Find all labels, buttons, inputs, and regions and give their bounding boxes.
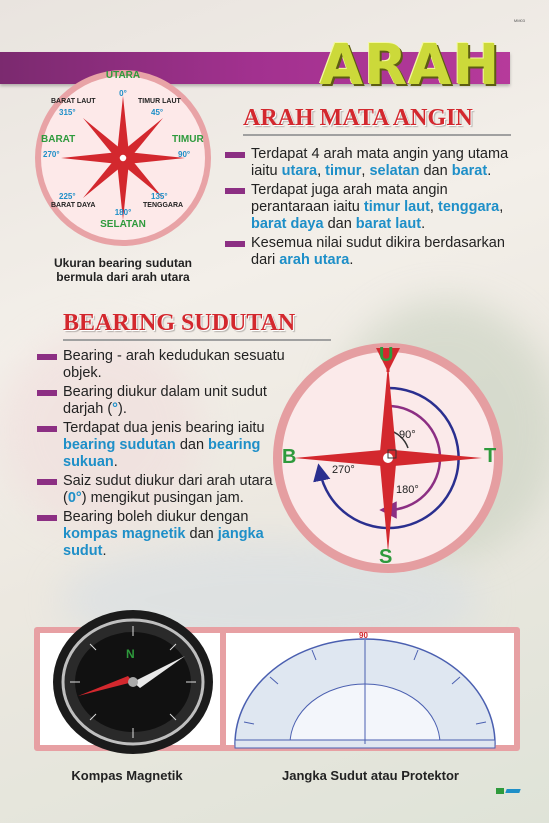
bullet-text: . xyxy=(113,454,118,470)
bullet-text: Bearing - arah kedudukan sesuatu objek. xyxy=(63,348,285,381)
bullet-highlight: timur laut xyxy=(363,199,430,215)
bullet-highlight: selatan xyxy=(369,163,420,179)
bullet-highlight: jangka sudut xyxy=(63,526,264,559)
angle-180: 180° xyxy=(396,484,419,496)
protractor-image xyxy=(230,632,500,752)
svg-text:90: 90 xyxy=(359,632,368,640)
bullet-text: Kesemua nilai sudut dikira berdasarkan dari xyxy=(251,235,505,268)
bullet-highlight: barat daya xyxy=(251,216,324,232)
bullet-text: Saiz sudut diukur dari arah utara ( xyxy=(63,473,273,506)
deg-tenggara: 135° xyxy=(151,192,168,201)
bullet-text: dan xyxy=(323,216,356,232)
bullet-dash-icon xyxy=(37,426,57,432)
bullet-dash-icon xyxy=(225,152,245,158)
label-timur: TIMUR xyxy=(172,134,204,145)
bullet-highlight: timur xyxy=(325,163,362,179)
bearing-bullet xyxy=(37,420,299,471)
bullet-text: . xyxy=(349,252,354,268)
bullet-dash-icon xyxy=(225,188,245,194)
angle-270: 270° xyxy=(332,464,355,476)
bullet-text: Terdapat 4 arah mata angin yang utama iaitu xyxy=(251,146,509,179)
bullet-list-bearing xyxy=(37,348,299,562)
corner-code: MM03 xyxy=(513,18,525,23)
bullet-text: dan xyxy=(185,526,218,542)
angle-90: 90° xyxy=(399,429,416,441)
bearing-bullet xyxy=(37,509,299,560)
bullet-dash-icon xyxy=(37,390,57,396)
label-barat: BARAT xyxy=(41,134,76,145)
label-utara: UTARA xyxy=(105,70,141,81)
magnetic-compass-image xyxy=(50,608,216,756)
deg-selatan: 180° xyxy=(114,208,132,217)
bearing-label-t: T xyxy=(484,445,497,467)
bullet-text: . xyxy=(487,163,492,179)
deg-barat-daya: 225° xyxy=(59,192,76,201)
section-heading-bearing-sudutan: BEARING SUDUTAN xyxy=(63,310,296,336)
section-underline xyxy=(243,134,511,136)
bullet-list-arah xyxy=(225,146,525,271)
bullet-highlight: bearing sudutan xyxy=(63,437,176,453)
deg-timur-laut: 45° xyxy=(151,108,164,117)
bullet-text: ). xyxy=(117,401,127,417)
bullet-highlight: barat laut xyxy=(355,216,422,232)
bearing-bullet xyxy=(37,473,299,507)
bearing-diagram xyxy=(268,340,512,576)
bearing-label-b: B xyxy=(282,446,297,468)
bullet-dash-icon xyxy=(37,479,57,485)
bullet-dash-icon xyxy=(37,515,57,521)
bullet-highlight: 0° xyxy=(67,490,82,506)
bullet-text: . xyxy=(102,543,107,559)
deg-utara: 0° xyxy=(119,89,127,98)
bullet-text: dan xyxy=(419,163,452,179)
caption-kompas-magnetik: Kompas Magnetik xyxy=(71,768,183,783)
deg-timur: 90° xyxy=(178,150,191,159)
bullet-text: ) mengikut pusingan jam. xyxy=(81,490,244,506)
label-timur-laut: TIMUR LAUT xyxy=(138,98,181,105)
bullet-text: , xyxy=(429,199,438,215)
bullet-text: , xyxy=(361,163,370,179)
svg-text:N: N xyxy=(126,647,135,661)
deg-barat-laut: 315° xyxy=(59,108,76,117)
arah-bullet xyxy=(225,146,525,180)
bullet-text: , xyxy=(499,199,504,215)
bullet-dash-icon xyxy=(37,354,57,360)
bullet-text: , xyxy=(317,163,326,179)
bullet-highlight: barat xyxy=(451,163,488,179)
deg-barat: 270° xyxy=(43,150,60,159)
label-barat-daya: BARAT DAYA xyxy=(51,202,96,209)
bullet-highlight: utara xyxy=(281,163,318,179)
page-title: ARAH xyxy=(319,33,501,98)
bearing-label-u: U xyxy=(379,344,394,366)
bullet-highlight: bearing sukuan xyxy=(63,437,261,470)
bullet-highlight: ° xyxy=(112,401,118,417)
publisher-logo-mark xyxy=(505,789,520,793)
bullet-text: . xyxy=(421,216,426,232)
bullet-text: Bearing boleh diukur dengan xyxy=(63,509,249,525)
bullet-highlight: arah utara xyxy=(279,252,350,268)
caption-protektor: Jangka Sudut atau Protektor xyxy=(282,768,459,783)
compass-rose xyxy=(33,68,213,248)
bullet-text: Terdapat juga arah mata angin perantaraan iaitu xyxy=(251,182,448,215)
arah-bullet xyxy=(225,182,525,233)
bullet-text: Bearing diukur dalam unit sudut darjah ( xyxy=(63,384,267,417)
bullet-highlight: tenggara xyxy=(437,199,500,215)
publisher-logo xyxy=(496,788,504,794)
bearing-bullet xyxy=(37,384,299,418)
label-selatan: SELATAN xyxy=(100,219,146,230)
bullet-text: Terdapat dua jenis bearing iaitu xyxy=(63,420,265,436)
bullet-highlight: kompas magnetik xyxy=(63,526,186,542)
bullet-text: dan xyxy=(175,437,209,453)
arah-bullet xyxy=(225,235,525,269)
bearing-bullet xyxy=(37,348,299,382)
bullet-dash-icon xyxy=(225,241,245,247)
label-barat-laut: BARAT LAUT xyxy=(51,98,96,105)
bearing-label-s: S xyxy=(379,546,393,568)
section-heading-arah-mata-angin: ARAH MATA ANGIN xyxy=(243,105,473,131)
label-tenggara: TENGGARA xyxy=(143,202,184,209)
compass-rose-caption: Ukuran bearing sudutan bermula dari arah utara xyxy=(53,256,193,284)
